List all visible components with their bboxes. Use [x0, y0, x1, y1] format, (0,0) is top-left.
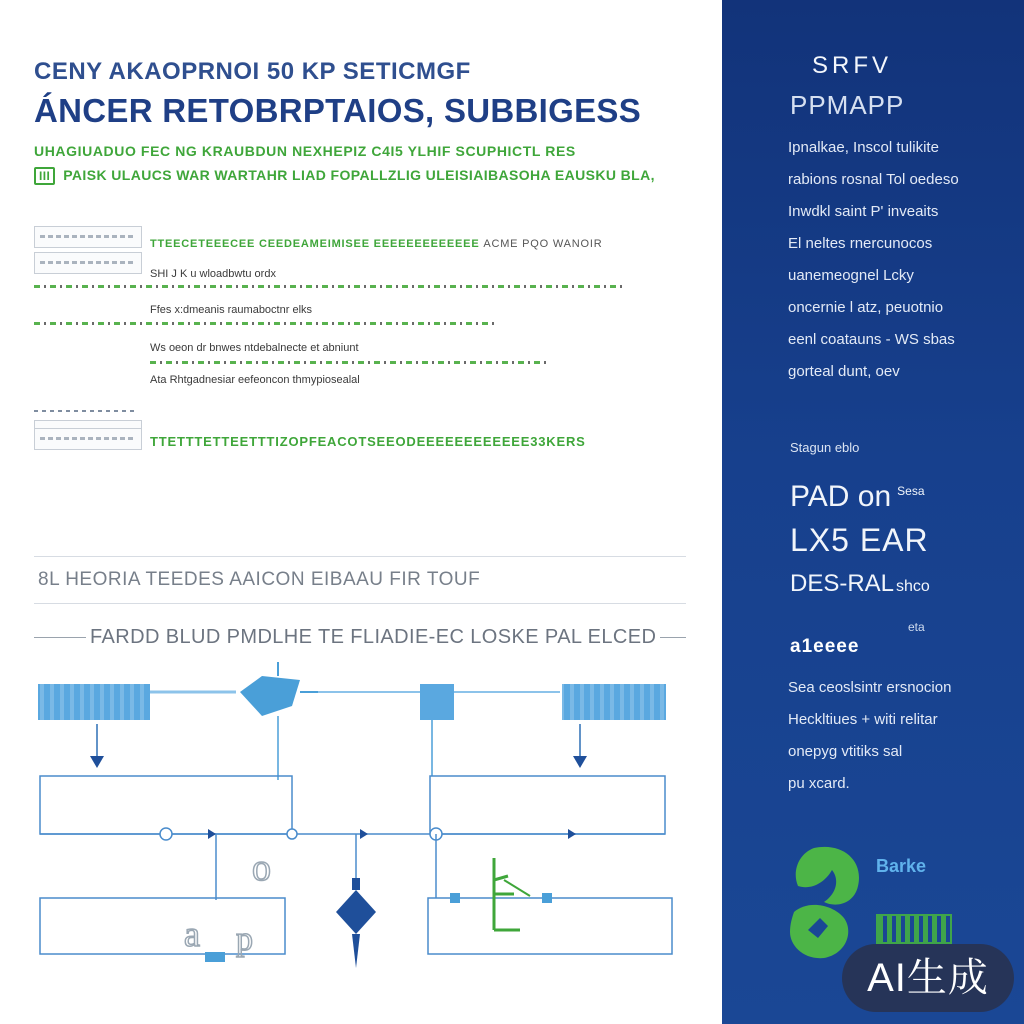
output-tab-left: [205, 952, 225, 962]
sidebar-p2-line: onepyg vtitiks sal: [788, 743, 903, 760]
sidebar-p1-line: oncernie l atz, peuotnio: [788, 299, 944, 316]
info-row-1-dark: ACME PQO WANOIR: [483, 238, 603, 250]
sidebar-p1-line: eenl coatauns - WS sbas: [788, 331, 955, 348]
process-box-left: [40, 776, 292, 834]
sidebar-paragraph-1: [788, 132, 959, 388]
sidebar-p2-line: Sea ceoslsintr ersnocion: [788, 679, 952, 696]
arrow-down-right-head: [573, 756, 587, 768]
sidebar-paragraph-2: [788, 672, 951, 800]
sidebar-p1-line: Inwdkl saint P' inveaits: [788, 203, 939, 220]
sidebar-big-3-note: shco: [896, 578, 930, 595]
key-valve-icon: [336, 878, 376, 968]
sidebar-p1-line: rabions rosnal Tol oedeso: [788, 171, 959, 188]
sidebar-eta: eta: [908, 620, 925, 634]
poster-green-line1: UHAGIUADUO FEC NG KRAUBDUN NEXHEPIZ C4I5 YLHIF SCUPHICTL RES: [34, 143, 576, 159]
sidebar-top-label: SRFV: [812, 52, 893, 79]
node-building-right: [562, 684, 666, 720]
sidebar-title: PPMAPP: [790, 90, 905, 120]
bus-arrow-1: [208, 829, 216, 839]
sidebar-big-3: [790, 570, 930, 598]
node-building-mid: [420, 684, 560, 720]
svg-text:o: o: [252, 847, 271, 889]
svg-text:a: a: [184, 914, 200, 954]
logo-barcode: [876, 914, 952, 944]
sidebar-number: a1eeee: [790, 636, 860, 657]
svg-text:p: p: [236, 921, 253, 958]
output-tab-right-2: [542, 893, 552, 903]
bus-arrow-3: [568, 829, 576, 839]
glyph-figure: [184, 847, 271, 958]
arrow-down-left-head: [90, 756, 104, 768]
ai-generated-badge: AI生成: [842, 944, 1014, 1012]
info-row-1-green: TTEECETEEECEE CEEDEAMEIMISEE EEEEEEEEEEEEE: [150, 238, 480, 250]
poster-green-line2-text: PAISK ULAUCS WAR WARTAHR LIAD FOPALLZLIG ULEISIAIBASOHA EAUSKU BLA,: [63, 167, 655, 183]
sidebar-big-2: LX5 EAR: [790, 522, 929, 558]
sidebar-big-1-text: PAD on: [790, 480, 892, 513]
output-tab-right-1: [450, 893, 460, 903]
node-building-left: [38, 684, 150, 720]
info-sidebar: [722, 0, 1024, 1024]
section-header-1-text: 8L HEORIA TEEDES AAICON EIBAAU FIR TOUF: [38, 569, 481, 590]
sidebar-p1-line: Ipnalkae, Inscol tulikite: [788, 139, 939, 156]
sidebar-big-1-note: Sesa: [897, 484, 925, 498]
section-header-2-text: FARDD BLUD PMDLHE TE FLIADIE-EC LOSKE PAL ELCED: [86, 626, 660, 649]
sidebar-p1-line: gorteal dunt, oev: [788, 363, 900, 380]
poster-title-line1: CENY AKAOPRNOI 50 KP SETICMGF: [34, 58, 471, 85]
poster-green-tag: III: [34, 167, 55, 185]
poster-title-line2: ÁNCER RETOBRPTAIOS, SUBBIGESS: [34, 92, 642, 129]
logo-text: Barke: [876, 856, 927, 876]
node-diamond: [240, 662, 318, 716]
sidebar-subheading: Stagun eblo: [790, 440, 860, 455]
process-box-right: [430, 776, 665, 834]
green-e-glyph: [494, 858, 530, 930]
sidebar-p2-line: pu xcard.: [788, 775, 850, 792]
info-row-5: Ata Rhtgadnesiar eefeoncon thmypiosealal: [150, 374, 360, 386]
sidebar-p2-line: Heckltiues + witi relitar: [788, 711, 938, 728]
output-box-right: [428, 898, 672, 954]
green-leaf-logo-icon: [784, 842, 866, 962]
sidebar-big-1: [790, 480, 925, 514]
info-row-4: Ws oeon dr bnwes ntdebalnecte et abniunt: [150, 342, 359, 354]
bus-arrow-2: [360, 829, 368, 839]
bus-node-2: [287, 829, 297, 839]
info-row-6: TTETTTETTEETTTIZOPFEACOTSEEODEEEEEEEEEEEE33KERS: [150, 434, 586, 449]
sidebar-p1-line: uanemeognel Lcky: [788, 267, 914, 284]
info-row-2: SHI J K u wloadbwtu ordx: [150, 268, 276, 280]
info-row-3: Ffes x:dmeanis raumaboctnr elks: [150, 304, 313, 316]
sidebar-p1-line: El neltes rnercunocos: [788, 235, 933, 252]
bus-node-1: [160, 828, 172, 840]
sidebar-big-3-text: DES-RAL: [790, 570, 895, 597]
